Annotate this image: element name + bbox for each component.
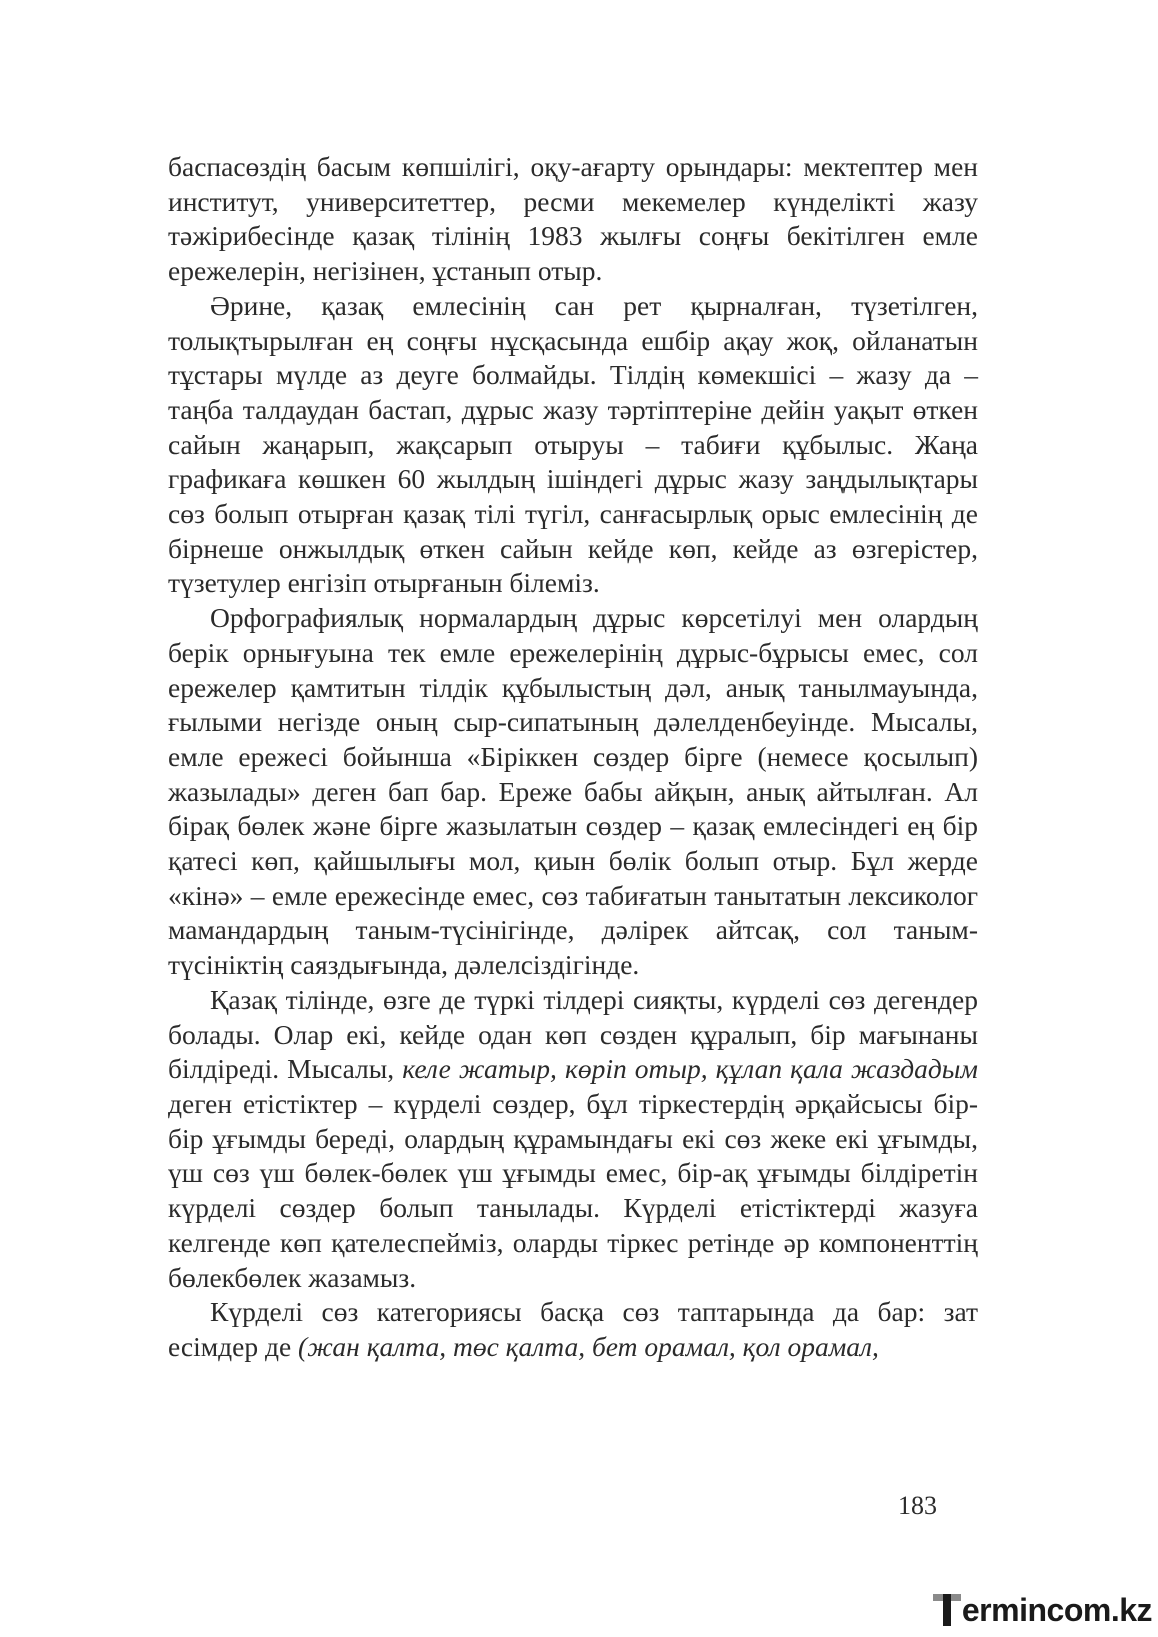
- paragraph-5: [168, 1295, 978, 1364]
- body-text: [168, 150, 978, 1365]
- paragraph-2: Әрине, қазақ емлесінің сан рет қырналған, түзетілген, толықтырылған ең соңғы нұсқасында ешбір ақау жоқ, ойланатын тұстары мүлде аз деуге болмайды. Тілдің көмекшісі – жазу да – таңба талдаудан бастап, дұрыс жазу тәртіптеріне дейін уақыт өткен сайын жаңарып, жақсарып отыруы – табиғи құбылыс. Жаңа графикаға көшкен 60 жылдың ішіндегі дұрыс жазу заңдылықтары сөз болып отырған қазақ тілі түгіл, санғасырлық орыс емлесінің де бірнеше онжылдық өткен сайын кейде көп, кейде аз өзгерістер, түзетулер енгізіп отырғанын білеміз.: [168, 289, 978, 599]
- paragraph-5-lead: Күрделі сөз категориясы басқа сөз таптарында да бар: зат есімдер де: [168, 1296, 978, 1362]
- paragraph-4-lead: Қазақ тілінде, өзге де түркі тілдері сияқты, күрделі сөз дегендер болады. Олар екі, кейде одан көп сөзден құралып, бір мағынаны білдіреді. Мысалы,: [168, 983, 978, 1085]
- t-logo-icon: [933, 1592, 961, 1628]
- site-watermark: [933, 1588, 1152, 1632]
- paragraph-4-tail: деген етістіктер – күрделі сөздер, бұл тіркестердің әрқайсысы бір-бір ұғымды береді, олардың құрамындағы екі сөз жеке екі ұғымды, үш сөз үш бөлек-бөлек үш ұғымды емес, бір-ақ ұғымды білдіретін күрделі сөздер болып танылады. Күрделі етістіктерді жазуға келгенде көп қателеспейміз, оларды тіркес ретінде әр компоненттің бөлекбөлек жазамыз.: [168, 1087, 978, 1293]
- paragraph-1: баспасөздің басым көпшілігі, оқу-ағарту орындары: мектептер мен институт, университеттер, ресми мекемелер күнделікті жазу тәжірибесінде қазақ тілінің 1983 жылғы соңғы бекітілген емле ережелерін, негізінен, ұстанып отыр.: [168, 151, 978, 287]
- paragraph-4-italic: келе жатыр, көріп отыр, құлап қала жаздадым: [402, 1053, 978, 1085]
- paragraph-5-italic: (жан қалта, төс қалта, бет орамал, қол орамал,: [298, 1330, 879, 1362]
- paragraph-3: Орфографиялық нормалардың дұрыс көрсетілуі мен олардың берік орнығуына тек емле ережелерінің дұрыс-бұрысы емес, сол ережелер қамтитын тілдік құбылыстың дәл, анық танылмауында, ғылыми негізде оның сыр-сипатының дәлелденбеуінде. Мысалы, емле ережесі бойынша «Біріккен сөздер бірге (немесе қосылып) жазылады» деген бап бар. Ереже бабы айқын, анық айтылған. Ал бірақ бөлек және бірге жазылатын сөздер – қазақ емлесіндегі ең бір қатесі көп, қайшылығы мол, қиын бөлік болып отыр. Бұл жерде «кінә» – емле ережесінде емес, сөз табиғатын танытатын лексиколог мамандардың таным-түсінігінде, дәлірек айтсақ, сол таным- түсініктің саяздығында, дәлелсіздігінде.: [168, 602, 978, 981]
- paragraph-4: [168, 983, 978, 1295]
- watermark-text: ermincom.kz: [961, 1591, 1152, 1628]
- page-number: 183: [898, 1491, 937, 1520]
